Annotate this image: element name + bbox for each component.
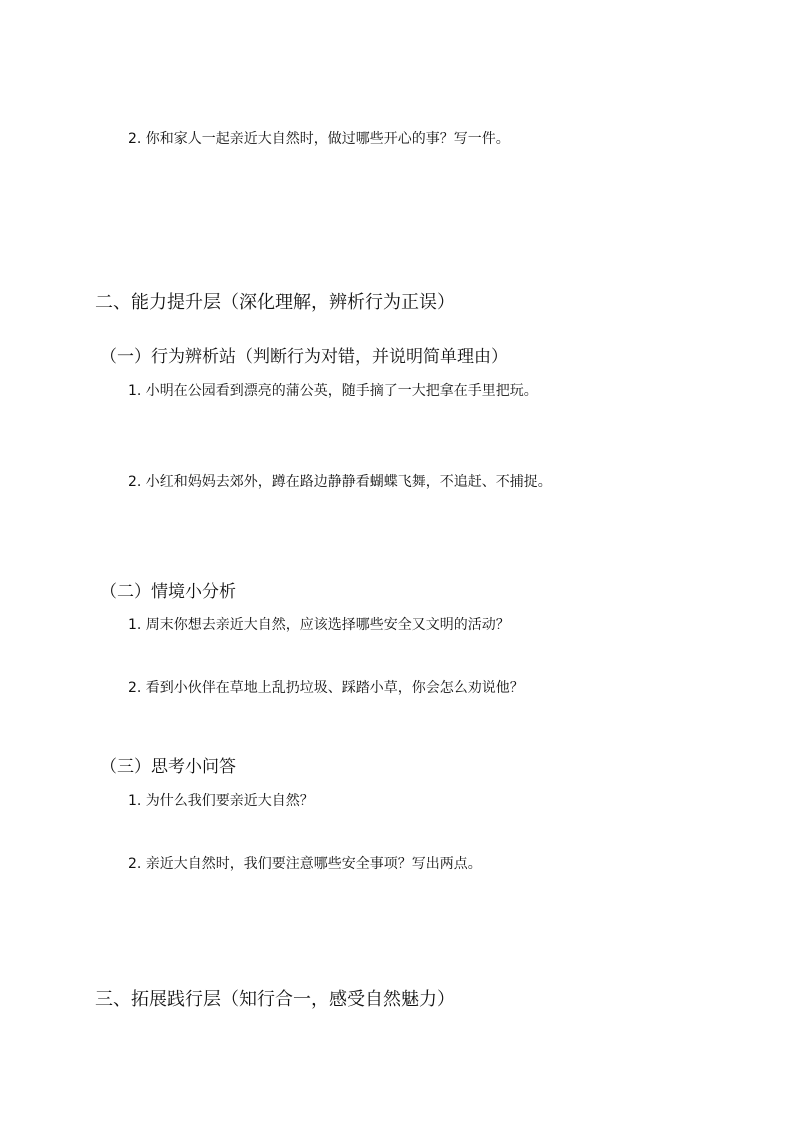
question-2-2-1: 1. 周末你想去亲近大自然，应该选择哪些安全又文明的活动？ [128,617,510,633]
section-3-title: 三、拓展践行层（知行合一，感受自然魅力） [95,989,455,1010]
subsection-2-2-title: （二）情境小分析 [100,582,236,602]
section-2-title: 二、能力提升层（深化理解，辨析行为正误） [95,292,455,313]
question-2-3-1: 1. 为什么我们要亲近大自然？ [128,793,314,809]
question-2-2-2: 2. 看到小伙伴在草地上乱扔垃圾、踩踏小草，你会怎么劝说他？ [128,680,524,696]
question-2-1-1: 1. 小明在公园看到漂亮的蒲公英，随手摘了一大把拿在手里把玩。 [128,383,538,399]
subsection-2-1-title: （一）行为辨析站（判断行为对错，并说明简单理由） [100,347,508,367]
subsection-2-3-title: （三）思考小问答 [100,757,236,777]
question-1-2: 2. 你和家人一起亲近大自然时，做过哪些开心的事？写一件。 [128,131,510,147]
question-2-3-2: 2. 亲近大自然时，我们要注意哪些安全事项？写出两点。 [128,856,482,872]
question-2-1-2: 2. 小红和妈妈去郊外，蹲在路边静静看蝴蝶飞舞，不追赶、不捕捉。 [128,474,552,490]
